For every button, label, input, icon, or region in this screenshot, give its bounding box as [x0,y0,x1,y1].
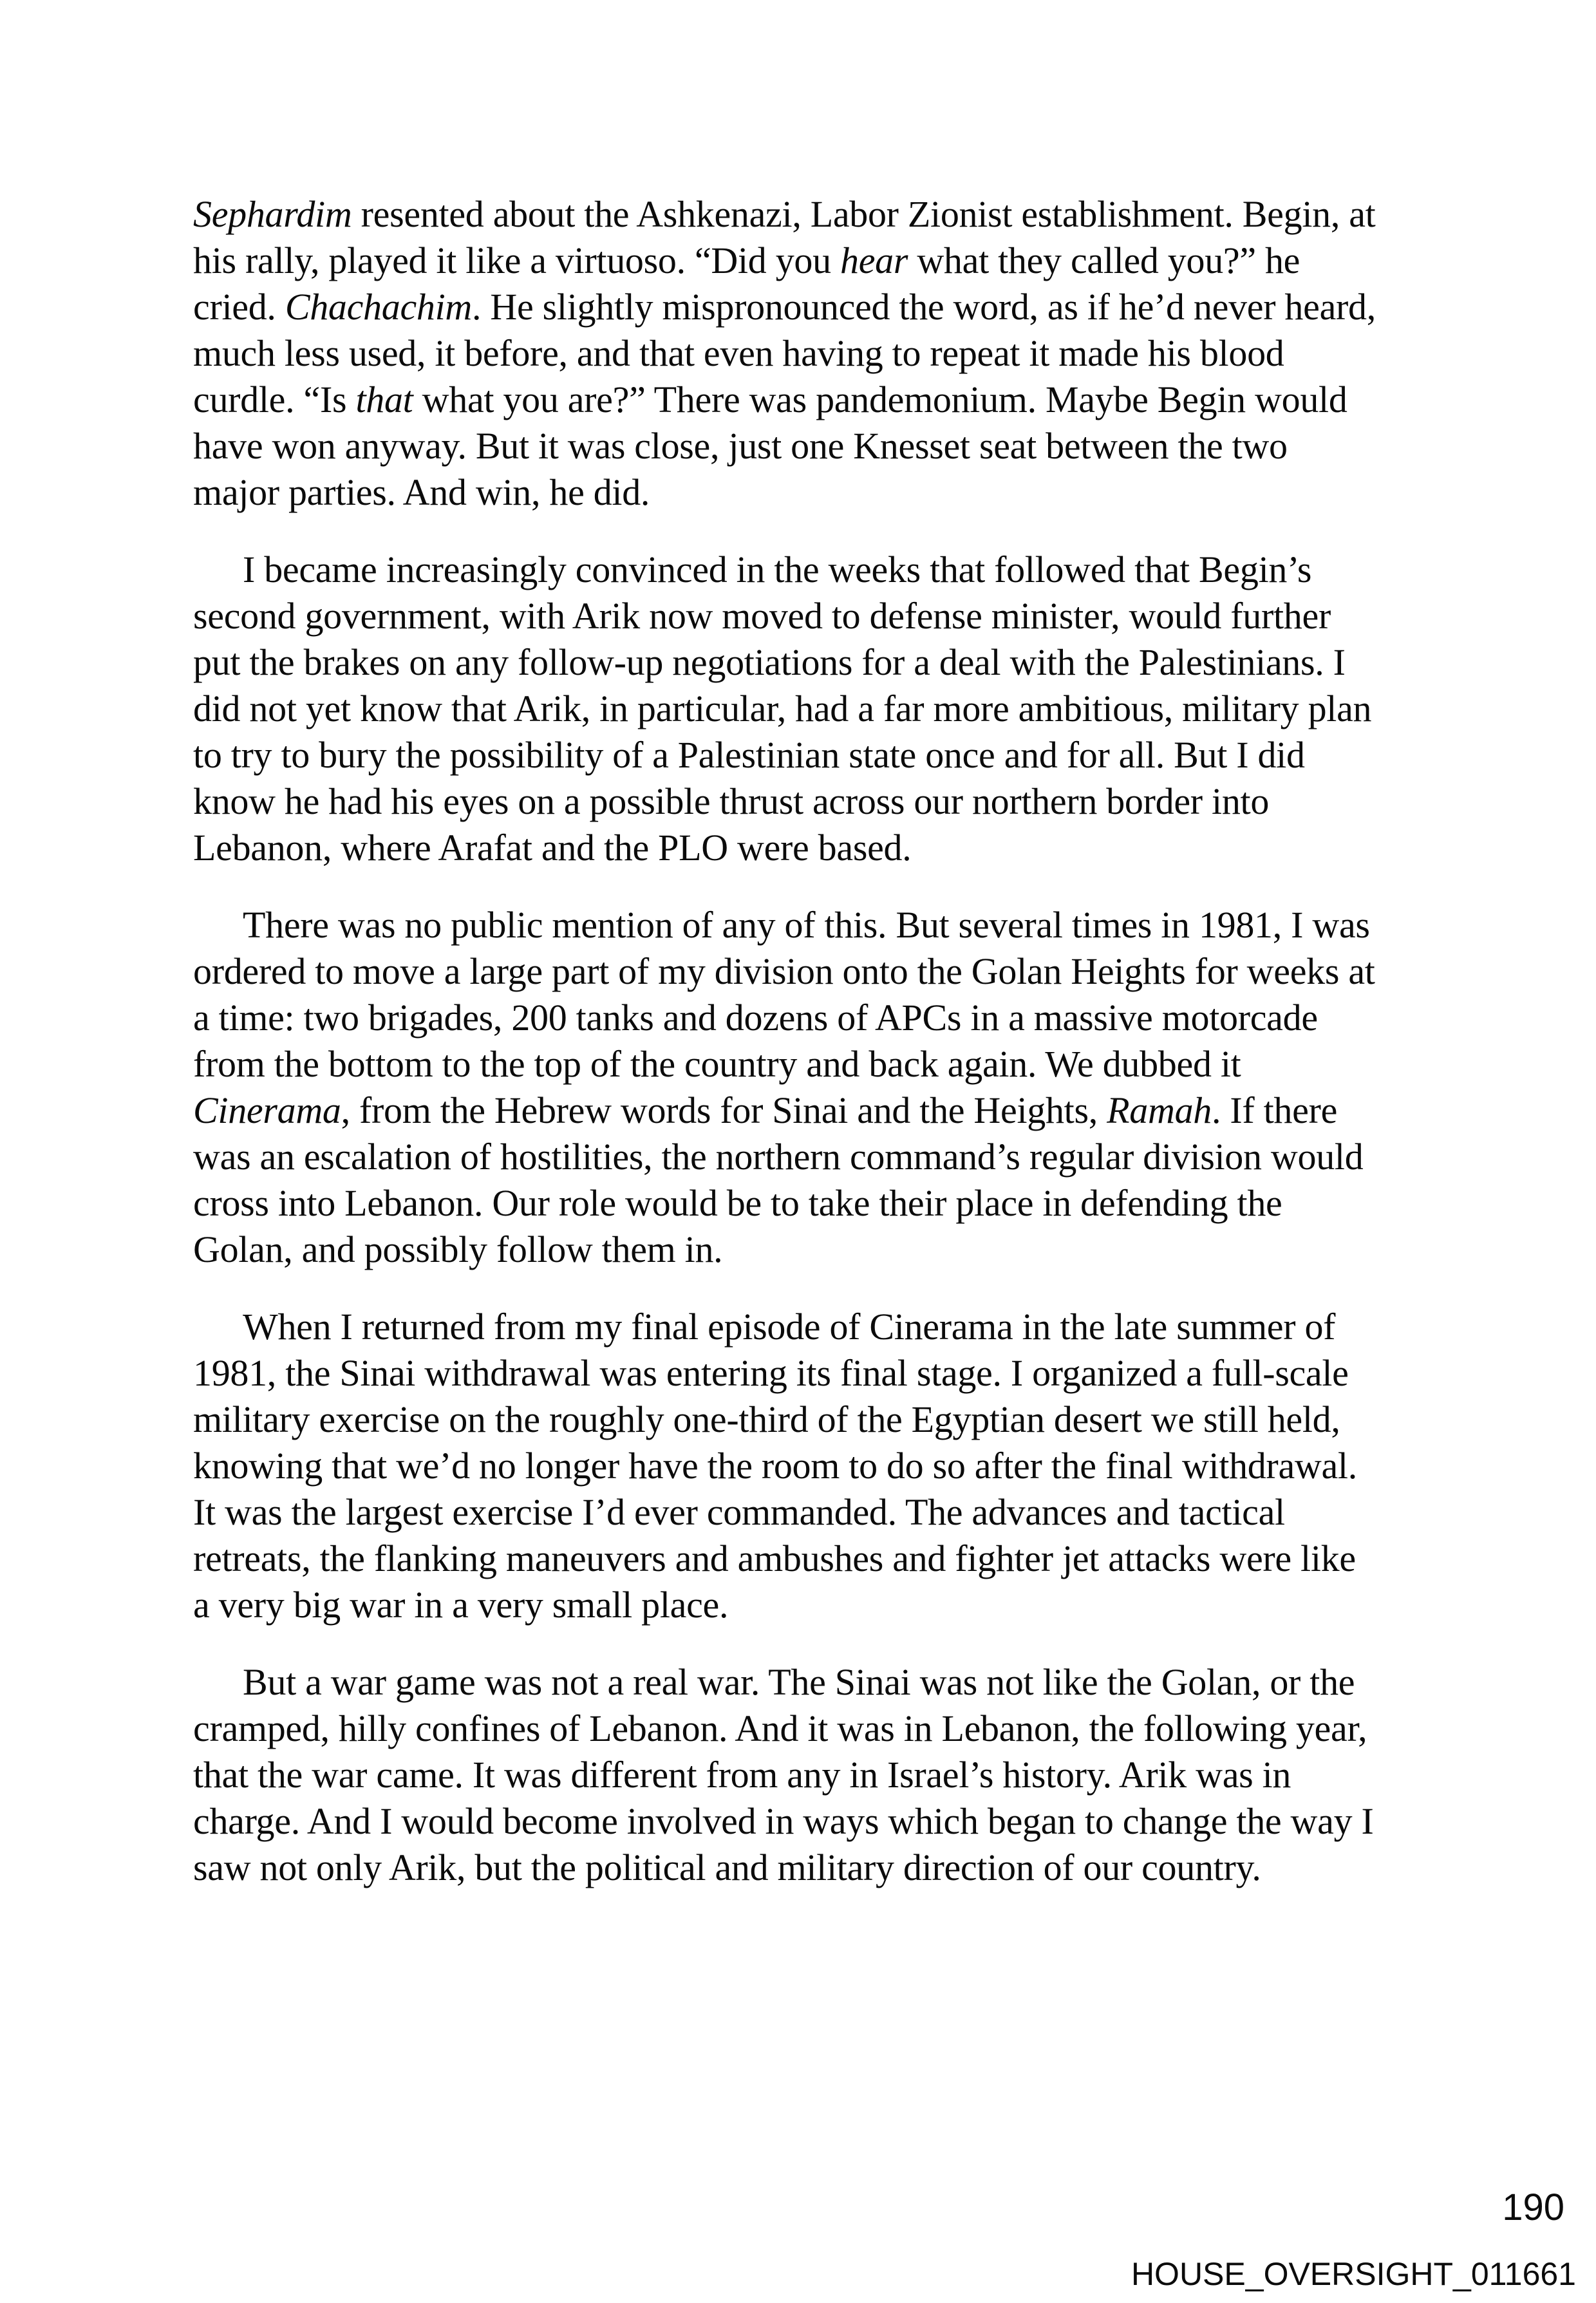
italic-text: Cinerama [193,1089,341,1131]
text-line [193,1536,1416,1582]
text-segment: to try to bury the possibility of a Palestinian state once and for all. But I did [193,734,1305,776]
text-segment: Golan, and possibly follow them in. [193,1228,723,1270]
text-segment: was an escalation of hostilities, the northern command’s regular division would [193,1136,1364,1178]
text-segment: retreats, the flanking maneuvers and ambushes and fighter jet attacks were like [193,1537,1356,1579]
italic-text: that [355,379,413,420]
text-line [193,825,1416,871]
text-line [193,1489,1416,1536]
text-segment: knowing that we’d no longer have the room to do so after the final withdrawal. [193,1445,1357,1487]
text-line [193,1134,1416,1180]
text-line [193,284,1416,330]
italic-text: Chachachim [285,286,473,328]
page-number: 190 [1502,2186,1564,2228]
text-segment: put the brakes on any follow-up negotiations for a deal with the Palestinians. I [193,641,1346,683]
text-segment: a very big war in a very small place. [193,1584,729,1626]
text-segment: from the bottom to the top of the country and back again. We dubbed it [193,1043,1241,1085]
text-segment: did not yet know that Arik, in particular, had a far more ambitious, military plan [193,688,1372,729]
text-line [193,1041,1416,1087]
text-segment: When I returned from my final episode of Cinerama in the late summer of [243,1306,1336,1348]
text-segment: what you are?” There was pandemonium. Maybe Begin would [413,379,1347,420]
text-line [193,377,1416,423]
text-segment: 1981, the Sinai withdrawal was entering its final stage. I organized a full-scale [193,1352,1349,1394]
text-line [193,191,1416,238]
text-line [193,1706,1416,1752]
text-line [193,1350,1416,1396]
italic-text: Sephardim [193,193,352,235]
bates-stamp: HOUSE_OVERSIGHT_011661 [1131,2256,1576,2292]
body-text [193,191,1416,1891]
text-segment: cross into Lebanon. Our role would be to take their place in defending the [193,1182,1282,1224]
text-segment: . If there [1211,1089,1338,1131]
text-segment: know he had his eyes on a possible thrust across our northern border into [193,780,1270,822]
text-segment: . He slightly mispronounced the word, as if he’d never heard, [472,286,1376,328]
text-line [193,732,1416,778]
text-segment: major parties. And win, he did. [193,471,650,513]
text-line [193,330,1416,377]
text-line [193,1582,1416,1628]
paragraph-1 [193,191,1416,516]
text-line [193,1659,1416,1706]
text-segment: Lebanon, where Arafat and the PLO were based. [193,827,912,869]
text-line [193,1752,1416,1798]
paragraph-2 [193,547,1416,871]
text-segment: have won anyway. But it was close, just one Knesset seat between the two [193,425,1288,467]
text-segment: curdle. “Is [193,379,356,420]
text-line [193,238,1416,284]
text-segment: saw not only Arik, but the political and military direction of our country. [193,1847,1261,1888]
text-line [193,1443,1416,1489]
italic-text: hear [840,240,908,281]
text-segment: what they called you?” he [908,240,1300,281]
text-segment: that the war came. It was different from any in Israel’s history. Arik was in [193,1754,1291,1796]
text-line [193,1304,1416,1350]
text-segment: , from the Hebrew words for Sinai and the Heights, [341,1089,1107,1131]
text-line [193,1798,1416,1845]
text-line [193,1396,1416,1443]
text-line [193,423,1416,469]
text-line [193,902,1416,948]
text-segment: cramped, hilly confines of Lebanon. And it was in Lebanon, the following year, [193,1707,1367,1749]
italic-text: Ramah [1107,1089,1212,1131]
text-segment: his rally, played it like a virtuoso. “Did you [193,240,841,281]
text-segment: But a war game was not a real war. The Sinai was not like the Golan, or the [243,1661,1355,1703]
text-line [193,547,1416,593]
text-line [193,686,1416,732]
text-line [193,1227,1416,1273]
paragraph-4 [193,1304,1416,1628]
text-line [193,639,1416,686]
text-segment: a time: two brigades, 200 tanks and dozens of APCs in a massive motorcade [193,997,1318,1039]
text-line [193,593,1416,639]
text-segment: resented about the Ashkenazi, Labor Zionist establishment. Begin, at [352,193,1376,235]
text-line [193,778,1416,825]
text-segment: military exercise on the roughly one-third of the Egyptian desert we still held, [193,1398,1340,1440]
text-line [193,1087,1416,1134]
paragraph-3 [193,902,1416,1273]
text-segment: There was no public mention of any of this. But several times in 1981, I was [243,904,1370,946]
text-line [193,948,1416,995]
text-segment: second government, with Arik now moved to defense minister, would further [193,595,1331,637]
text-segment: It was the largest exercise I’d ever commanded. The advances and tactical [193,1491,1285,1533]
text-segment: much less used, it before, and that even having to repeat it made his blood [193,332,1284,374]
text-line [193,1180,1416,1227]
text-line [193,995,1416,1041]
text-segment: charge. And I would become involved in ways which began to change the way I [193,1800,1374,1842]
text-line [193,1845,1416,1891]
text-segment: I became increasingly convinced in the weeks that followed that Begin’s [243,549,1312,590]
paragraph-5 [193,1659,1416,1891]
text-segment: cried. [193,286,285,328]
text-segment: ordered to move a large part of my division onto the Golan Heights for weeks at [193,950,1375,992]
text-line [193,469,1416,516]
